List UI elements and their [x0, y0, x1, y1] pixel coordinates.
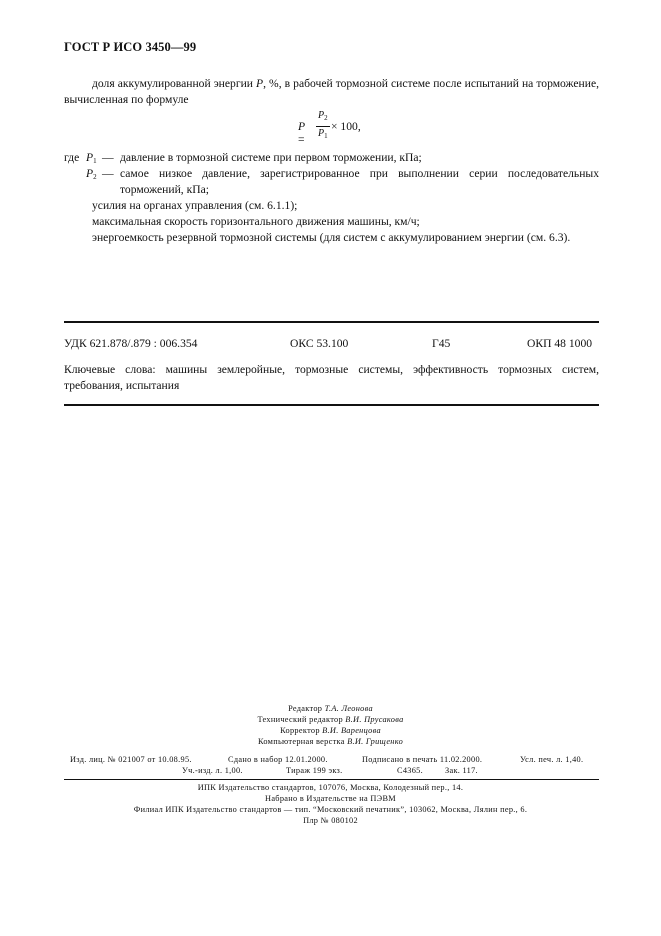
imprint-c: С4365.: [397, 766, 424, 775]
intro-text-part2: , %, в рабочей тормозной системе после испытаний на торможение, вычисленная по формуле: [64, 77, 599, 106]
imprint-usl: Усл. печ. л. 1,40.: [520, 755, 584, 764]
p1-dash: —: [102, 151, 114, 164]
imprint-ipk: ИПК Издательство стандартов, 107076, Москва, Колодезный пер., 14.: [197, 783, 464, 792]
imprint-tech-editor: Технический редактор В.И. Прусакова: [257, 715, 404, 724]
list-item: усилия на органах управления (см. 6.1.1);: [92, 199, 298, 212]
p1-definition: давление в тормозной системе при первом торможении, кПа;: [120, 151, 422, 164]
where-label: где: [64, 151, 80, 164]
formula-lhs: P =: [298, 120, 305, 146]
imprint-typeset: Набрано в Издательстве на ПЭВМ: [265, 794, 396, 803]
divider: [64, 779, 599, 780]
formula-rhs: × 100,: [331, 120, 361, 133]
imprint-license: Изд. лиц. № 021007 от 10.08.95.: [70, 755, 192, 764]
list-item: максимальная скорость горизонтального движения машины, км/ч;: [92, 215, 420, 228]
imprint-uch: Уч.-изд. л. 1,00.: [182, 766, 243, 775]
p2-definition: самое низкое давление, зарегистрированное при выполнении серии последовательных торможений, кПа;: [120, 167, 599, 196]
imprint-corrector: Корректор В.И. Варенцова: [280, 726, 381, 735]
oks-code: ОКС 53.100: [290, 337, 349, 350]
imprint-zak: Зак. 117.: [445, 766, 478, 775]
formula-numerator: $P_2$: [318, 110, 328, 122]
divider: [64, 321, 599, 323]
list-item: энергоемкость резервной тормозной системы (для систем с аккумулированием энергии (см. 6.3).: [92, 231, 571, 244]
imprint-tirazh: Тираж 199 экз.: [286, 766, 343, 775]
fraction-bar: [316, 126, 330, 127]
imprint-editor: Редактор Т.А. Леонова: [288, 704, 373, 713]
intro-paragraph: [64, 76, 599, 108]
imprint-branch: Филиал ИПК Издательство стандартов — тип. “Московский печатник”, 103062, Москва, Лялин пер., 6.: [133, 805, 528, 814]
keywords: Ключевые слова: машины землеройные, тормозные системы, эффективность тормозных систем, требования, испытания: [64, 363, 599, 392]
p1-symbol: $P_1$: [86, 151, 97, 165]
divider: [64, 404, 599, 406]
imprint-signed: Подписано в печать 11.02.2000.: [362, 755, 483, 764]
g-code: Г45: [432, 337, 451, 350]
intro-symbol: P: [256, 77, 264, 90]
p2-symbol: $P_2$: [86, 167, 97, 181]
intro-text-part1: доля аккумулированной энергии: [92, 77, 257, 90]
formula-denominator: $P_1$: [318, 128, 328, 140]
okp-code: ОКП 48 1000: [527, 337, 593, 350]
definitions-block: [64, 150, 604, 244]
imprint-sent: Сдано в набор 12.01.2000.: [228, 755, 328, 764]
imprint-layout: Компьютерная верстка В.И. Грищенко: [257, 737, 404, 746]
imprint-plr: Плр № 080102: [303, 816, 358, 825]
udk-code: УДК 621.878/.879 : 006.354: [64, 337, 198, 350]
document-header: ГОСТ Р ИСО 3450—99: [64, 40, 197, 54]
p2-dash: —: [102, 167, 114, 180]
